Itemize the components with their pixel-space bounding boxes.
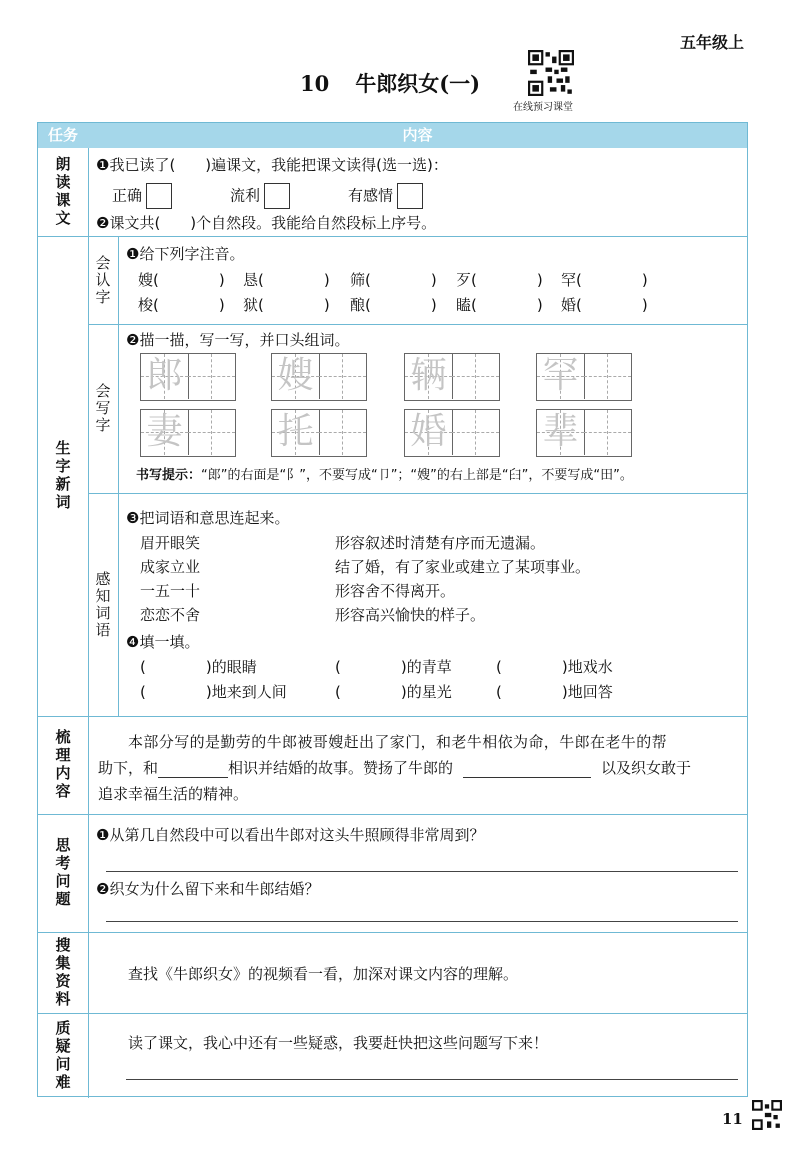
tianzige-box[interactable] (271, 353, 367, 401)
row-divider (38, 716, 747, 717)
subsection-perceive: 感知词语 (93, 570, 112, 639)
reading-option-emotion[interactable]: 有感情 (348, 183, 423, 209)
blank-field[interactable] (463, 759, 591, 778)
tianzige-cell[interactable] (584, 410, 631, 455)
match-word[interactable]: 一五一十 (140, 582, 201, 600)
tianzige-cell[interactable] (584, 354, 631, 399)
fill-item[interactable]: ( )的星光 (335, 683, 452, 701)
trace-character: 嫂 (277, 355, 314, 396)
row-divider (38, 814, 747, 815)
summary-line-3: 追求幸福生活的精神。 (98, 785, 249, 803)
collect-text: 查找《牛郎织女》的视频看一看，加深对课文内容的理解。 (128, 965, 519, 983)
tianzige-cell[interactable] (272, 354, 320, 399)
fill-title: ❹填一填。 (126, 633, 200, 651)
recognize-title: ❶给下列字注音。 (126, 245, 245, 263)
row-divider (88, 324, 747, 325)
reading-q1: ❶我已读了( )遍课文，我能把课文读得(选一选)： (96, 156, 448, 174)
fill-item[interactable]: ( )地回答 (496, 683, 613, 701)
trace-character: 辈 (542, 411, 579, 452)
tianzige-cell[interactable] (319, 410, 366, 455)
match-word[interactable]: 成家立业 (140, 558, 201, 576)
pinyin-item: 嫂( ) (138, 271, 225, 289)
tianzige-cell[interactable] (188, 410, 235, 455)
tianzige-cell[interactable] (452, 354, 499, 399)
summary-line-2: 助下，和 相识并结婚的故事。赞扬了牛郎的 以及织女敢于 (98, 759, 692, 777)
tianzige-cell[interactable] (405, 354, 453, 399)
tianzige-box[interactable] (536, 409, 632, 457)
tianzige-cell[interactable] (188, 354, 235, 399)
pinyin-item: 罕( ) (561, 271, 648, 289)
checkbox[interactable] (264, 183, 290, 209)
grade-label: 五年级上 (680, 33, 745, 52)
match-meaning[interactable]: 结了婚，有了家业或建立了某项事业。 (335, 558, 591, 576)
row-divider (38, 236, 747, 237)
tianzige-box[interactable] (140, 409, 236, 457)
section-summary: 梳理内容 (53, 729, 72, 801)
reading-option-correct[interactable]: 正确 (112, 183, 172, 209)
trace-character: 妻 (146, 411, 183, 452)
trace-character: 郎 (146, 355, 183, 396)
section-collect: 搜集资料 (53, 936, 72, 1009)
section-reading: 朗读课文 (53, 156, 72, 228)
qr-caption: 在线预习课堂 (513, 102, 573, 113)
match-meaning[interactable]: 形容高兴愉快的样子。 (335, 606, 486, 624)
fill-item[interactable]: ( )的眼睛 (140, 658, 257, 676)
pinyin-item: 恳( ) (243, 271, 330, 289)
fill-item[interactable]: ( )地戏水 (496, 658, 613, 676)
table-header (38, 123, 747, 148)
tianzige-box[interactable] (404, 409, 500, 457)
task-table (37, 122, 748, 1097)
tianzige-box[interactable] (140, 353, 236, 401)
tianzige-cell[interactable] (272, 410, 320, 455)
header-task: 任务 (47, 126, 78, 144)
qr-code-small-icon[interactable] (752, 1100, 782, 1130)
pinyin-item: 狱( ) (243, 296, 330, 314)
section-thinking: 思考问题 (53, 837, 72, 909)
pinyin-item: 筛( ) (350, 271, 437, 289)
match-word[interactable]: 眉开眼笑 (140, 534, 201, 552)
pinyin-item: 梭( ) (138, 296, 225, 314)
match-word[interactable]: 恋恋不舍 (140, 606, 201, 624)
tianzige-cell[interactable] (537, 354, 585, 399)
thinking-q1: ❶从第几自然段中可以看出牛郎对这头牛照顾得非常周到？ (96, 826, 485, 844)
tianzige-cell[interactable] (319, 354, 366, 399)
checkbox[interactable] (397, 183, 423, 209)
section-words: 生字新词 (53, 440, 72, 512)
reading-option-fluent[interactable]: 流利 (230, 183, 290, 209)
subcolumn-divider (118, 236, 119, 716)
row-divider (38, 932, 747, 933)
row-divider (38, 1013, 747, 1014)
write-tip (136, 466, 633, 486)
answer-line[interactable] (106, 871, 738, 872)
summary-line-1: 本部分写的是勤劳的牛郎被哥嫂赶出了家门，和老牛相依为命，牛郎在老牛的帮 (128, 733, 668, 751)
tianzige-cell[interactable] (141, 354, 189, 399)
trace-character: 辆 (410, 355, 447, 396)
header-content: 内容 (402, 126, 433, 144)
answer-line[interactable] (126, 1079, 738, 1080)
fill-item[interactable]: ( )的青草 (335, 658, 452, 676)
answer-line[interactable] (106, 921, 738, 922)
blank-field[interactable] (158, 759, 228, 778)
match-title: ❸把词语和意思连起来。 (126, 509, 290, 527)
tianzige-cell[interactable] (452, 410, 499, 455)
tianzige-cell[interactable] (141, 410, 189, 455)
lesson-name: 牛郎织女(一) (355, 71, 481, 96)
lesson-number: 10 (300, 71, 330, 96)
pinyin-item: 婚( ) (561, 296, 648, 314)
tianzige-box[interactable] (536, 353, 632, 401)
row-divider (88, 493, 747, 494)
subsection-recognize: 会认字 (93, 254, 112, 306)
qr-code-icon[interactable] (528, 50, 574, 96)
write-tip-text: “郎”的右面是“阝”，不要写成“卩”；“嫂”的右上部是“⺽”，不要写成“田”。 (201, 468, 633, 483)
fill-item[interactable]: ( )地来到人间 (140, 683, 287, 701)
question-text: 读了课文，我心中还有一些疑惑，我要赶快把这些问题写下来！ (128, 1034, 549, 1052)
section-question: 质疑问难 (53, 1019, 72, 1092)
trace-character: 婚 (410, 411, 447, 452)
write-tip-label: 书写提示： (136, 468, 202, 483)
tianzige-cell[interactable] (537, 410, 585, 455)
thinking-q2: ❷织女为什么留下来和牛郎结婚？ (96, 880, 320, 898)
lesson-title (300, 68, 480, 98)
tianzige-box[interactable] (271, 409, 367, 457)
match-meaning[interactable]: 形容舍不得离开。 (335, 582, 456, 600)
tianzige-box[interactable] (404, 353, 500, 401)
page-number: 11 (722, 1110, 743, 1128)
reading-q2: ❷课文共( )个自然段。我能给自然段标上序号。 (96, 214, 437, 232)
pinyin-item: 瞌( ) (456, 296, 543, 314)
pinyin-item: 酿( ) (350, 296, 437, 314)
write-title: ❷描一描，写一写，并口头组词。 (126, 331, 350, 349)
pinyin-item: 歹( ) (456, 271, 543, 289)
trace-character: 托 (277, 411, 314, 452)
tianzige-cell[interactable] (405, 410, 453, 455)
subsection-write: 会写字 (93, 383, 112, 434)
checkbox[interactable] (146, 183, 172, 209)
match-meaning[interactable]: 形容叙述时清楚有序而无遗漏。 (335, 534, 546, 552)
trace-character: 罕 (542, 355, 579, 396)
